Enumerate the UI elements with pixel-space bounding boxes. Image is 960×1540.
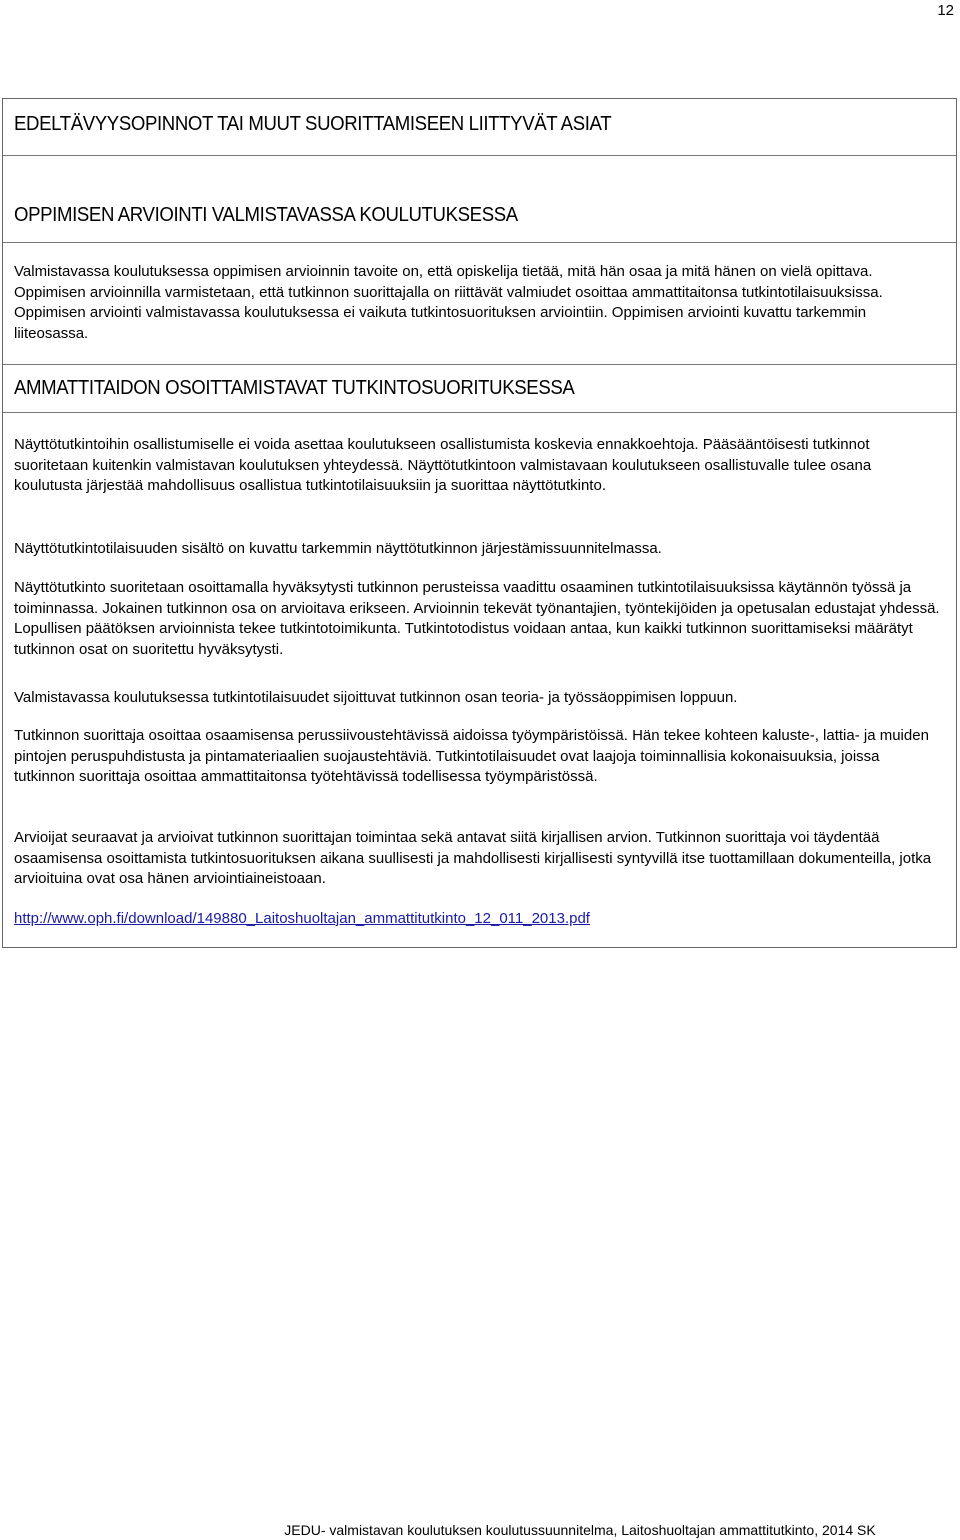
section-divider	[3, 364, 956, 365]
document-link[interactable]: http://www.oph.fi/download/149880_Laitoshuoltajan_ammattitutkinto_12_011_2013.pdf	[14, 910, 590, 927]
section-divider	[3, 412, 956, 413]
section-divider	[3, 155, 956, 156]
assessment-heading: OPPIMISEN ARVIOINTI VALMISTAVASSA KOULUTUKSESSA	[14, 204, 518, 226]
skills-paragraph: Näyttötutkintoihin osallistumiselle ei voida asettaa koulutukseen osallistumista koskevia ennakkoehtoja. Pääsääntöisesti tutkinnot suoritetaan kuitenkin valmistavan koulutuksen yhteydessä. Näyttötutkintoon valmistavaan koulutukseen osallistuvalle tulee osana koulutusta järjestää mahdollisuus osallistua tutkintotilaisuuksiin ja suorittaa näyttötutkinto.	[14, 436, 872, 494]
content-frame	[2, 98, 957, 948]
skills-heading: AMMATTITAIDON OSOITTAMISTAVAT TUTKINTOSUORITUKSESSA	[14, 377, 575, 399]
skills-paragraph: Valmistavassa koulutuksessa tutkintotilaisuudet sijoittuvat tutkinnon osan teoria- ja työssäoppimisen loppuun.	[14, 689, 738, 706]
prerequisites-heading: EDELTÄVYYSOPINNOT TAI MUUT SUORITTAMISEEN LIITTYVÄT ASIAT	[14, 113, 612, 135]
skills-paragraph: Näyttötutkintotilaisuuden sisältö on kuvattu tarkemmin näyttötutkinnon järjestämissuunnitelmassa.	[14, 540, 662, 557]
skills-paragraph: Arvioijat seuraavat ja arvioivat tutkinnon suorittajan toimintaa sekä antavat siitä kirjallisen arvion. Tutkinnon suorittaja voi täydentää osaamisensa osoittamista tutkintosuorituksen aikana suullisesti ja mahdollisesti kirjallisesti syntyvillä itse tuottamillaan dokumenteilla, jotka arvioituina ovat osa hänen arviointiaineistoaan.	[14, 829, 932, 887]
skills-paragraph: Tutkinnon suorittaja osoittaa osaamisensa perussiivoustehtävissä aidoissa työympäristöissä. Hän tekee kohteen kaluste-, lattia- ja muiden pintojen peruspuhdistusta ja pintamateriaalien suojaustehtäviä. Tutkintotilaisuudet ovat laajoja toiminnallisia kokonaisuuksia, joissa tutkinnon suorittaja osoittaa ammattitaitonsa työtehtävissä todellisessa työympäristössä.	[14, 727, 929, 785]
page-number: 12	[937, 2, 954, 19]
skills-paragraph: Näyttötutkinto suoritetaan osoittamalla hyväksytysti tutkinnon perusteissa vaadittu osaaminen tutkintotilaisuuksissa käytännön työssä ja toiminnassa. Jokainen tutkinnon osa on arvioitava erikseen. Arvioinnin tekevät työnantajien, työntekijöiden ja opetusalan edustajat yhdessä. Lopullisen päätöksen arvioinnista tekee tutkintotoimikunta. Tutkintotodistus voidaan antaa, kun kaikki tutkinnon suorittamiseksi määrätyt tutkinnon osat on suoritettu hyväksytysti.	[14, 579, 940, 658]
assessment-text: Valmistavassa koulutuksessa oppimisen arvioinnin tavoite on, että opiskelija tietää, mitä hän osaa ja mitä hänen on vielä opittava. Oppimisen arvioinnilla varmistetaan, että tutkinnon suorittajalla on riittävät valmiudet osoittaa ammattitaitonsa tutkintotilaisuuksissa. Oppimisen arviointi valmistavassa koulutuksessa ei vaikuta tutkintosuorituksen arviointiin. Oppimisen arviointi kuvattu tarkemmin liiteosassa.	[14, 263, 883, 342]
page-footer: JEDU- valmistavan koulutuksen koulutussuunnitelma, Laitoshuoltajan ammattitutkinto, 2014 SK	[284, 1522, 876, 1538]
section-divider	[3, 242, 956, 243]
